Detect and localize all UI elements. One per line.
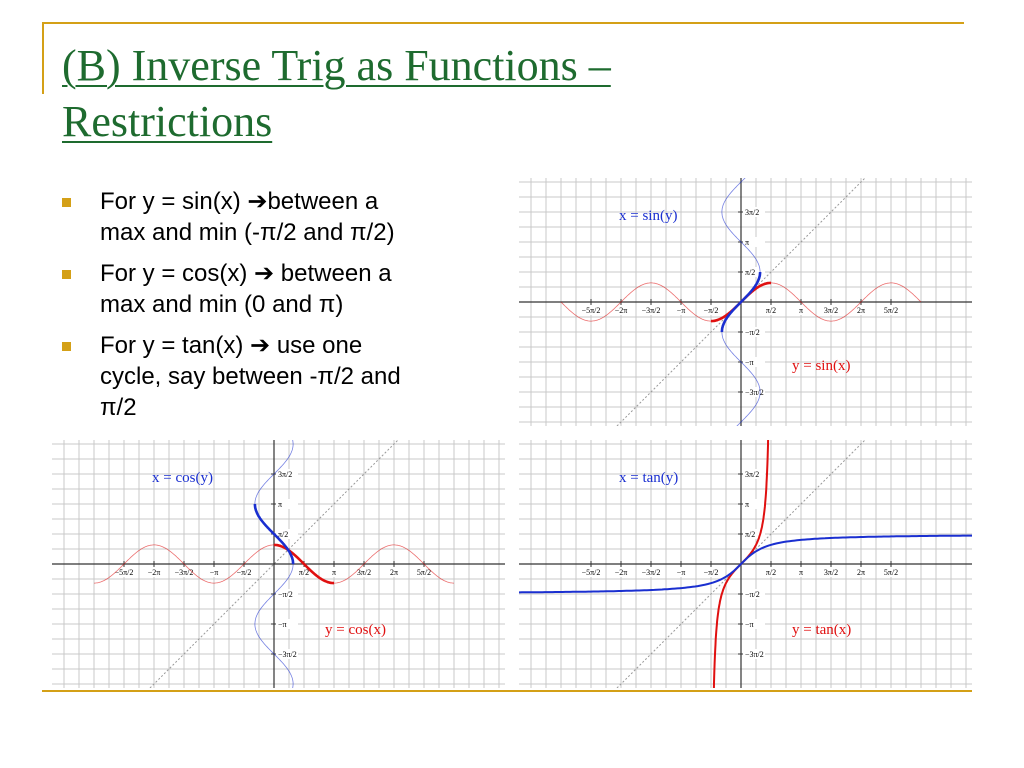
top-rule: [42, 22, 964, 24]
x-tick-label: −5π/2: [581, 306, 601, 315]
x-tick-label: π/2: [765, 568, 777, 577]
x-tick-label: −π/2: [703, 306, 719, 315]
y-tick-label: π/2: [745, 530, 756, 539]
y-tick-label: −π/2: [278, 590, 293, 599]
function-label: y = tan(x): [792, 622, 852, 638]
x-tick-label: −π/2: [236, 568, 252, 577]
bullet-text: max and min (0 and π): [100, 291, 344, 318]
bullet-text: max and min (-π/2 and π/2): [100, 219, 395, 246]
y-tick-label: π: [745, 238, 750, 247]
y-tick-label: −3π/2: [745, 388, 764, 397]
x-tick-label: 2π: [856, 306, 866, 315]
x-tick-label: −π: [676, 568, 686, 577]
graph-cos: [52, 440, 505, 688]
x-tick-label: 5π/2: [883, 568, 899, 577]
bullet-item-sin: [62, 186, 502, 248]
bullet-list: [62, 186, 502, 433]
x-tick-label: −3π/2: [641, 306, 661, 315]
graph-cos-plot: [52, 440, 505, 688]
x-tick-label: −5π/2: [581, 568, 601, 577]
x-tick-label: 3π/2: [823, 306, 839, 315]
y-tick-label: −π: [278, 620, 287, 629]
y-tick-label: −π/2: [745, 328, 760, 337]
bullet-text: For y = tan(x) ➔ use one: [100, 332, 363, 359]
bullet-text: For y = sin(x) ➔between a: [100, 188, 379, 215]
graph-sin: [519, 178, 972, 426]
x-tick-label: π: [798, 568, 804, 577]
bullet-square-icon: [62, 198, 71, 207]
slide-title: [62, 38, 962, 150]
y-tick-label: 3π/2: [745, 470, 760, 479]
bullet-square-icon: [62, 342, 71, 351]
x-tick-label: −5π/2: [114, 568, 134, 577]
title-line-2: Restrictions: [62, 97, 273, 146]
x-tick-label: 5π/2: [883, 306, 899, 315]
graph-tan-plot: [519, 440, 972, 688]
y-tick-label: π/2: [745, 268, 756, 277]
bullet-item-tan: [62, 330, 502, 423]
bottom-rule: [42, 690, 972, 692]
bullet-text: π/2: [100, 394, 137, 421]
function-label: y = sin(x): [792, 358, 851, 374]
x-tick-label: π/2: [765, 306, 777, 315]
bullet-text: For y = cos(x) ➔ between a: [100, 260, 392, 287]
x-tick-label: 5π/2: [416, 568, 432, 577]
y-tick-label: 3π/2: [278, 470, 293, 479]
function-label: y = cos(x): [325, 622, 386, 638]
x-tick-label: 2π: [856, 568, 866, 577]
y-tick-label: −π: [745, 358, 754, 367]
y-tick-label: π: [745, 500, 750, 509]
x-tick-label: −π: [676, 306, 686, 315]
graph-sin-plot: [519, 178, 972, 426]
graph-tan: [519, 440, 972, 688]
x-tick-label: π/2: [298, 568, 310, 577]
x-tick-label: −2π: [147, 568, 161, 577]
bullet-square-icon: [62, 270, 71, 279]
x-tick-label: π: [798, 306, 804, 315]
x-tick-label: −3π/2: [174, 568, 194, 577]
x-tick-label: 2π: [389, 568, 399, 577]
x-tick-label: −2π: [614, 306, 628, 315]
inverse-label: x = sin(y): [619, 208, 678, 224]
bullet-text: cycle, say between -π/2 and: [100, 363, 401, 390]
x-tick-label: −3π/2: [641, 568, 661, 577]
inverse-label: x = cos(y): [152, 470, 213, 486]
x-tick-label: 3π/2: [823, 568, 839, 577]
y-tick-label: −π: [745, 620, 754, 629]
y-tick-label: 3π/2: [745, 208, 760, 217]
x-tick-label: −2π: [614, 568, 628, 577]
left-rule: [42, 22, 44, 94]
y-tick-label: −π/2: [745, 590, 760, 599]
title-line-1: (B) Inverse Trig as Functions –: [62, 41, 611, 90]
x-tick-label: π: [331, 568, 337, 577]
bullet-item-cos: [62, 258, 502, 320]
y-tick-label: π/2: [278, 530, 289, 539]
y-tick-label: −3π/2: [278, 650, 297, 659]
x-tick-label: −π/2: [703, 568, 719, 577]
y-tick-label: π: [278, 500, 283, 509]
x-tick-label: −π: [209, 568, 219, 577]
x-tick-label: 3π/2: [356, 568, 372, 577]
inverse-label: x = tan(y): [619, 470, 679, 486]
y-tick-label: −3π/2: [745, 650, 764, 659]
